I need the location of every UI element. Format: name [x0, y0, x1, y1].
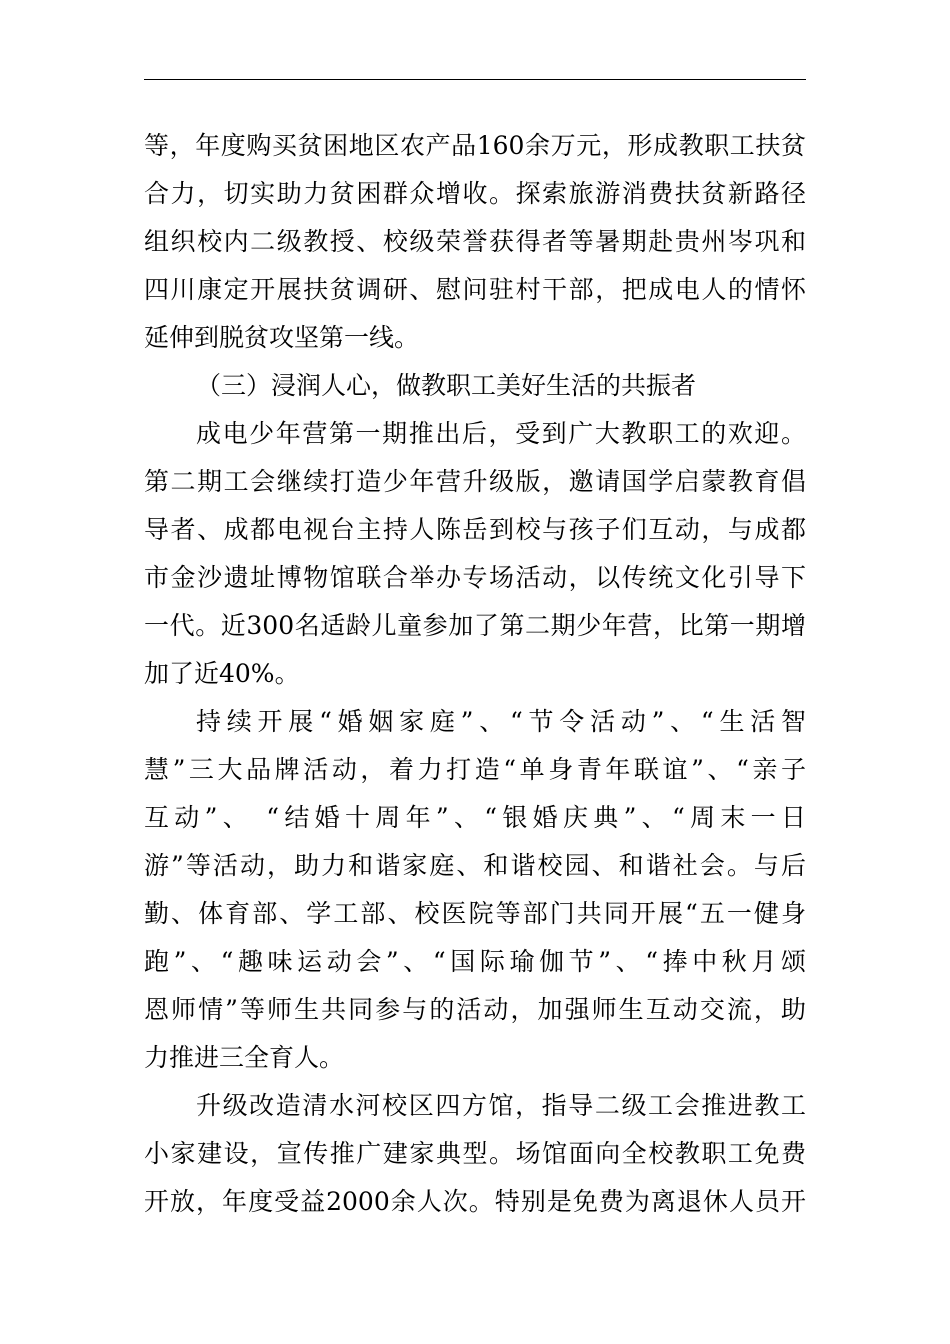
paragraph-first-line: 成电少年营第一期推出后，受到广大教职工的欢迎。 [196, 419, 806, 448]
body-text-line: 等，年度购买贫困地区农产品160余万元，形成教职工扶贫 [144, 131, 806, 160]
body-text-line: 互动”、 “结婚十周年”、“银婚庆典”、“周末一日 [144, 803, 806, 832]
body-text-line: 组织校内二级教授、校级荣誉获得者等暑期赴贵州岑巩和 [144, 227, 806, 256]
header-rule [144, 79, 806, 80]
body-text-line: 延伸到脱贫攻坚第一线。 [144, 323, 420, 352]
paragraph-first-line: 持续开展“婚姻家庭”、“节令活动”、“生活智 [196, 707, 806, 736]
body-text-line: 合力，切实助力贫困群众增收。探索旅游消费扶贫新路径 [144, 179, 806, 208]
body-text-line: 游”等活动，助力和谐家庭、和谐校园、和谐社会。与后 [144, 851, 806, 880]
body-text-line: 市金沙遗址博物馆联合举办专场活动，以传统文化引导下 [144, 563, 806, 592]
body-text-line: 慧”三大品牌活动，着力打造“单身青年联谊”、“亲子 [144, 755, 806, 784]
body-text-line: 第二期工会继续打造少年营升级版，邀请国学启蒙教育倡 [144, 467, 806, 496]
body-text-line: 四川康定开展扶贫调研、慰问驻村干部，把成电人的情怀 [144, 275, 806, 304]
body-text-line: 小家建设，宣传推广建家典型。场馆面向全校教职工免费 [144, 1139, 806, 1168]
section-heading: （三）浸润人心，做教职工美好生活的共振者 [196, 371, 697, 400]
body-text-line: 勤、体育部、学工部、校医院等部门共同开展“五一健身 [144, 899, 806, 928]
body-text-line: 力推进三全育人。 [144, 1043, 345, 1072]
body-text-line: 恩师情”等师生共同参与的活动，加强师生互动交流，助 [144, 995, 806, 1024]
body-text-line: 导者、成都电视台主持人陈岳到校与孩子们互动，与成都 [144, 515, 806, 544]
body-text-line: 一代。近300名适龄儿童参加了第二期少年营，比第一期增 [144, 611, 806, 640]
body-text-line: 加了近40%。 [144, 659, 300, 688]
body-text-line: 开放，年度受益2000余人次。特别是免费为离退休人员开 [144, 1187, 806, 1216]
paragraph-first-line: 升级改造清水河校区四方馆，指导二级工会推进教工 [196, 1091, 806, 1120]
body-text-line: 跑”、“趣味运动会”、“国际瑜伽节”、“捧中秋月颂 [144, 947, 806, 976]
